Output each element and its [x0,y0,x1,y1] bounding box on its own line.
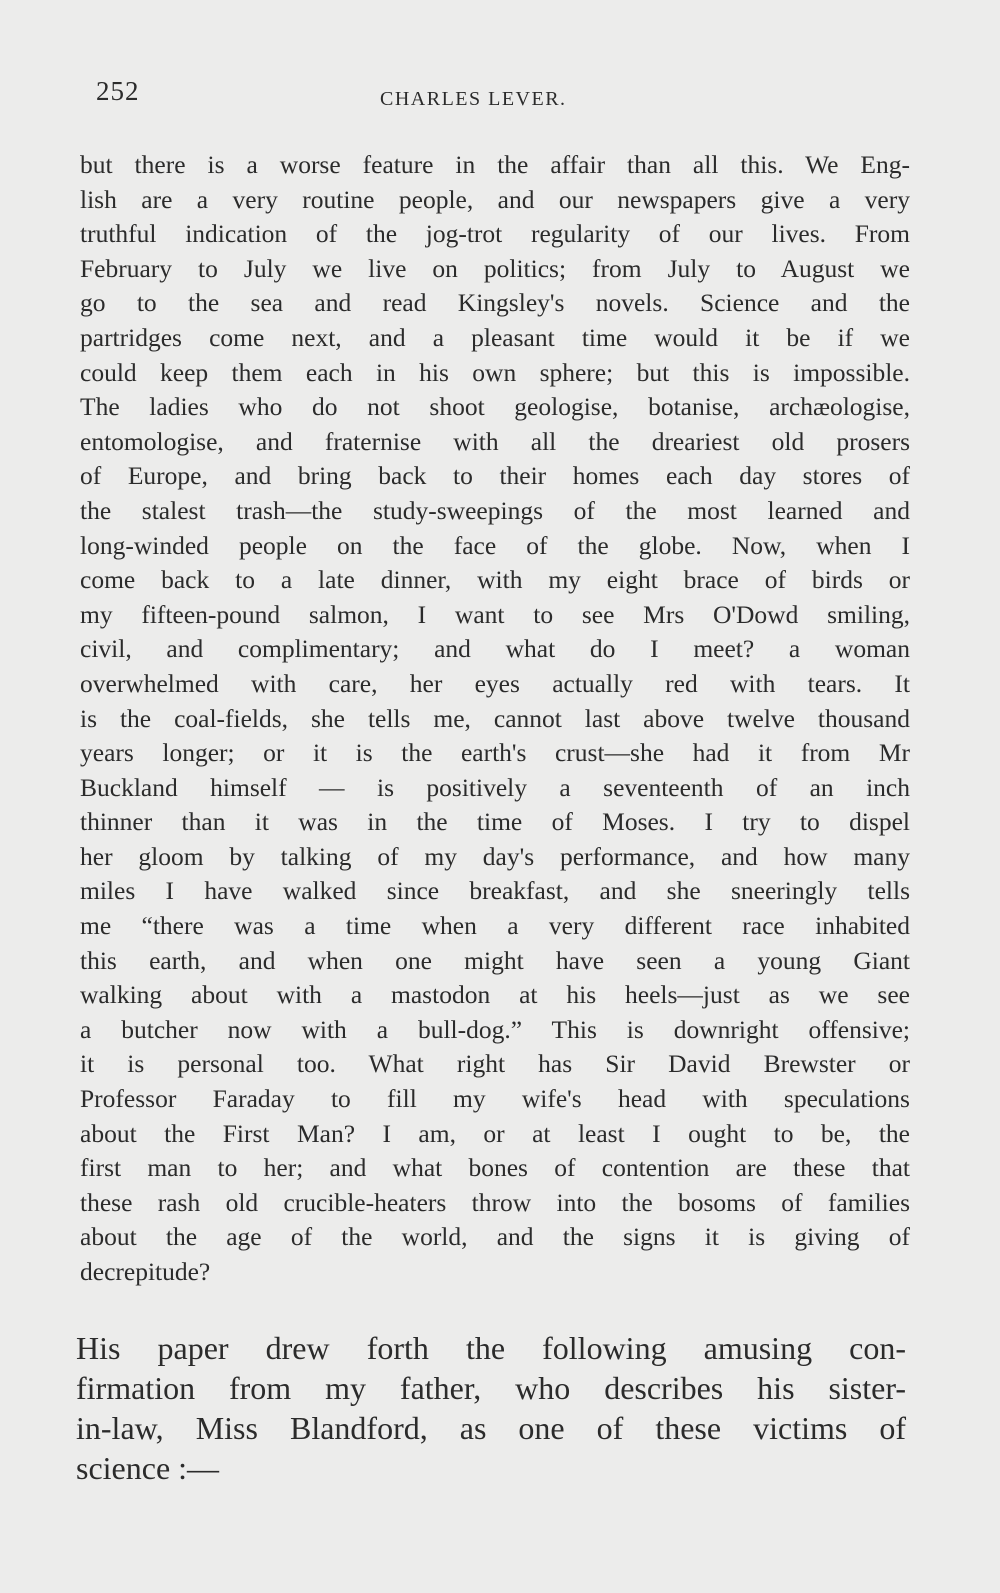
text-line: February to July we live on politics; from July to August we [80,253,910,283]
text-line: decrepitude? [80,1257,211,1286]
page-number: 252 [96,76,140,106]
text-line: entomologise, and fraternise with all the dreariest old prosers [80,426,910,456]
text-line: thinner than it was in the time of Moses. I try to dispel [80,807,910,837]
text-line: but there is a worse feature in the affair than all this. We Eng- [80,150,910,179]
text-line: civil, and complimentary; and what do I meet? a woman [80,634,910,664]
text-line: overwhelmed with care, her eyes actually red with tears. It [80,668,910,698]
text-line: His paper drew forth the following amusing con- [76,1330,906,1366]
text-line: a butcher now with a bull-dog.” This is downright offensive; [80,1014,910,1044]
text-line: Buckland himself — is positively a seventeenth of an inch [80,772,910,802]
text-line: long-winded people on the face of the globe. Now, when I [80,530,910,560]
text-line: about the age of the world, and the signs it is giving of [80,1222,910,1252]
text-line: lish are a very routine people, and our newspapers give a very [80,184,910,214]
text-line: this earth, and when one might have seen a young Giant [80,945,910,975]
text-line: walking about with a mastodon at his heels—just as we see [80,980,910,1010]
text-line: in-law, Miss Blandford, as one of these victims of [76,1410,906,1446]
text-line: could keep them each in his own sphere; but this is impossible. [80,357,910,387]
text-line: years longer; or it is the earth's crust—she had it from Mr [80,738,910,768]
text-line: of Europe, and bring back to their homes each day stores of [80,461,910,491]
text-line: my fifteen-pound salmon, I want to see Mrs O'Dowd smiling, [80,599,910,629]
text-line: firmation from my father, who describes his sister- [76,1370,906,1406]
text-line: science :— [76,1450,220,1486]
text-line: truthful indication of the jog-trot regularity of our lives. From [80,219,910,249]
text-line: miles I have walked since breakfast, and she sneeringly tells [80,876,910,906]
text-line: Professor Faraday to fill my wife's head with speculations [80,1084,910,1114]
text-line: go to the sea and read Kingsley's novels. Science and the [80,288,910,318]
text-line: The ladies who do not shoot geologise, botanise, archæologise, [80,392,910,422]
text-line: about the First Man? I am, or at least I ought to be, the [80,1118,910,1148]
body-paragraph [76,1328,906,1488]
text-line: first man to her; and what bones of contention are these that [80,1153,910,1183]
running-head: CHARLES LEVER. [380,88,567,110]
text-line: the stalest trash—the study-sweepings of the most learned and [80,495,910,525]
text-line: come back to a late dinner, with my eight brace of birds or [80,565,910,595]
text-line: it is personal too. What right has Sir David Brewster or [80,1049,910,1079]
text-line: these rash old crucible-heaters throw into the bosoms of families [80,1187,910,1217]
text-line: her gloom by talking of my day's performance, and how many [80,841,910,871]
text-line: is the coal-fields, she tells me, cannot last above twelve thousand [80,703,910,733]
text-line: me “there was a time when a very different race inhabited [80,911,910,941]
quoted-passage [80,148,910,1290]
text-line: partridges come next, and a pleasant time would it be if we [80,322,910,352]
